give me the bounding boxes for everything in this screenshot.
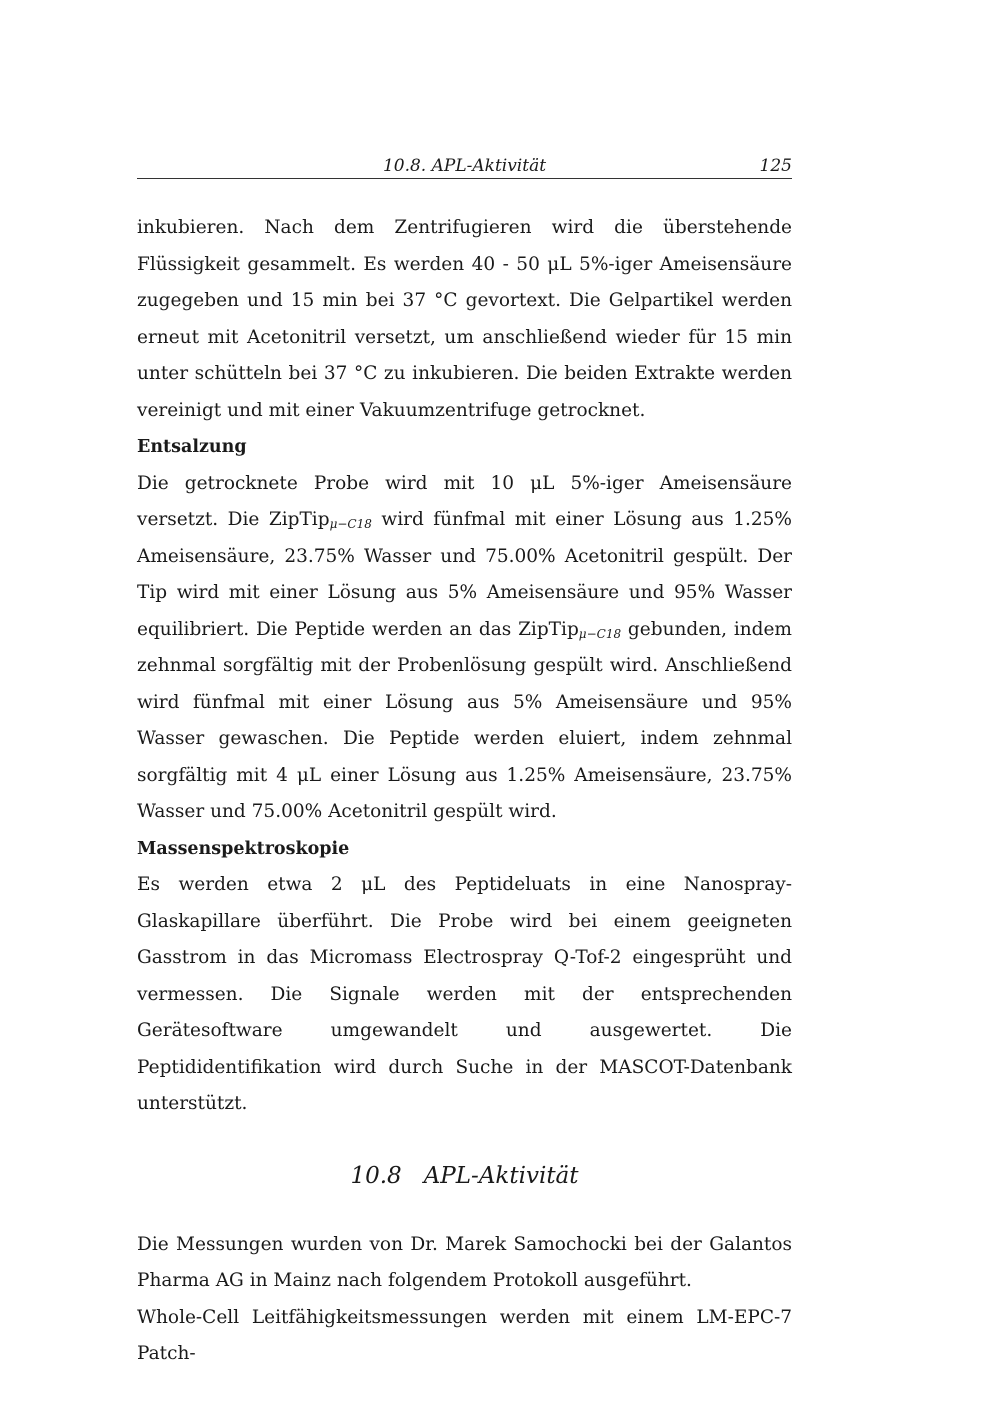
page bbox=[137, 150, 792, 1373]
section-number: 10.8 bbox=[350, 1162, 402, 1189]
paragraph-messungen: Die Messungen wurden von Dr. Marek Samochocki bei der Galantos Pharma AG in Mainz nach folgendem Protokoll ausgeführt. bbox=[137, 1233, 792, 1291]
subscript-ziptip: μ−C18 bbox=[329, 517, 372, 531]
paragraph-massenspektroskopie: Es werden etwa 2 μL des Peptideluats in eine Nanospray-Glaskapillare überführt. Die Probe wird bei einem geeigneten Gasstrom in das Micromass Electrospray Q-Tof-2 eingesprüht und vermessen. Die Signale werden mit der entsprechenden Gerätesoftware umgewandelt und ausgewertet. Die Peptididentifikation wird durch Suche in der MASCOT-Datenbank unterstützt. bbox=[137, 874, 792, 1114]
subheading-massenspektroskopie: Massenspektroskopie bbox=[137, 838, 350, 859]
section-title: APL-Aktivität bbox=[423, 1162, 579, 1189]
subheading-entsalzung: Entsalzung bbox=[137, 437, 247, 457]
text-segment: wird fünfmal mit einer Lösung aus 1.25% Ameisensäure, 23.75% Wasser und 75.00% Acetonitril gespült. Der Tip wird mit einer Lösung aus 5% Ameisensäure und 95% Wasser equilibriert. Die Peptide werden an das ZipTip bbox=[137, 509, 792, 640]
subscript-ziptip: μ−C18 bbox=[578, 626, 622, 641]
paragraph-entsalzung bbox=[137, 466, 792, 831]
text-segment: gebunden, indem zehnmal sorgfältig mit der Probenlösung gespült wird. Anschließend wird fünfmal mit einer Lösung aus 5% Ameisensäure und 95% Wasser gewaschen. Die Peptide werden eluiert, indem zehnmal sorgfältig mit 4 μL einer Lösung aus 1.25% Ameisensäure, 23.75% Wasser und 75.00% Acetonitril gespült wird. bbox=[137, 618, 792, 822]
page-number: 125 bbox=[759, 156, 792, 176]
running-header bbox=[137, 150, 792, 179]
running-title: 10.8. APL-Aktivität bbox=[382, 156, 547, 176]
paragraph-inkubieren: inkubieren. Nach dem Zentrifugieren wird die überstehende Flüssigkeit gesammelt. Es werden 40 - 50 μL 5%-iger Ameisensäure zugegeben und 15 min bei 37 °C gevortext. Die Gelpartikel werden erneut mit Acetonitril versetzt, um anschließend wieder für 15 min unter schütteln bei 37 °C zu inkubieren. Die beiden Extrakte werden vereinigt und mit einer Vakuumzentrifuge getrocknet. bbox=[137, 217, 792, 421]
text-segment: Die getrocknete Probe wird mit 10 μL 5%-iger Ameisensäure versetzt. Die ZipTip bbox=[137, 472, 792, 530]
section-heading bbox=[137, 1161, 792, 1191]
paragraph-whole-cell: Whole-Cell Leitfähigkeitsmessungen werden mit einem LM-EPC-7 Patch- bbox=[137, 1306, 792, 1364]
